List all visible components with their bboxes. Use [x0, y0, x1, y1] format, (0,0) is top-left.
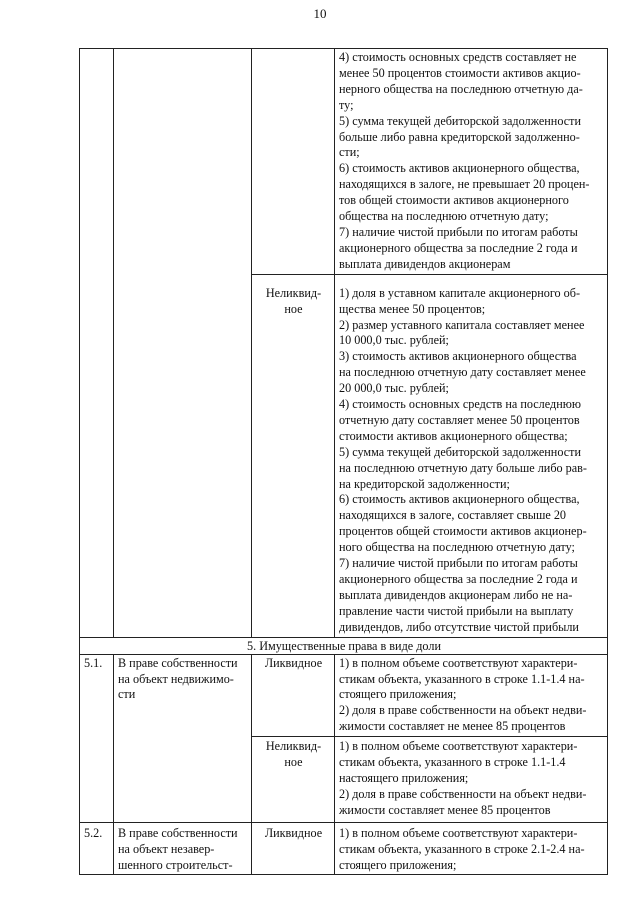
text-line: жимости составляет менее 85 процентов	[339, 802, 551, 817]
text-line: 4) стоимость основных средств составляет не	[339, 50, 577, 64]
text-line: 5) сумма текущей дебиторской задолженности	[339, 444, 581, 459]
text-line: 5) сумма текущей дебиторской задолженности	[339, 113, 581, 128]
text-line: сти;	[339, 145, 360, 160]
number-cell	[80, 49, 114, 638]
text-line: 2) доля в праве собственности на объект недви-	[339, 786, 587, 801]
text-line: 3) стоимость активов акционерного общества	[339, 349, 577, 364]
text-line: Неликвид-	[265, 285, 322, 300]
text-line: Неликвид-	[265, 739, 322, 754]
text-line: В праве собственности	[118, 655, 238, 670]
text-line: стикам объекта, указанного в строке 1.1-1.4 на-	[339, 671, 585, 686]
text-line: В праве собственности	[118, 825, 238, 840]
text-line: ту;	[339, 97, 354, 112]
object-cell	[114, 654, 252, 822]
table-row	[80, 822, 608, 875]
text-line: 2) доля в праве собственности на объект недви-	[339, 703, 587, 718]
text-line: 1) в полном объеме соответствуют характери-	[339, 655, 578, 670]
text-line: акционерного общества за последние 2 года и	[339, 572, 578, 586]
status-cell-liquid	[252, 822, 335, 875]
criteria-cell-liquid	[335, 654, 608, 737]
criteria-cell-liquid	[335, 822, 608, 875]
text-line: 20 000,0 тыс. рублей;	[339, 381, 449, 396]
text-line: на кредиторской задолженности;	[339, 476, 510, 491]
criteria-table	[79, 48, 608, 875]
text-line: находящихся в залоге, составляет свыше 20	[339, 508, 567, 523]
page-number: 10	[313, 6, 327, 21]
text-line: тов общей стоимости активов акционерного	[339, 193, 569, 208]
object-cell	[114, 49, 252, 638]
text-line: на последнюю отчетную дату больше либо рав-	[339, 460, 587, 475]
row-number: 5.1.	[80, 654, 114, 822]
criteria-cell	[335, 49, 608, 275]
text-line: 1) доля в уставном капитале акционерного об-	[339, 285, 581, 300]
text-line: нерного общества на последнюю отчетную да-	[339, 81, 583, 96]
text-line: 4) стоимость основных средств на последнюю	[339, 397, 581, 412]
text-line: на объект недвижимо-	[118, 671, 234, 686]
text-line: сти	[118, 687, 136, 702]
text-line: дивидендов, либо отсутствие чистой прибыли	[339, 619, 579, 634]
section-header-row	[80, 637, 608, 654]
status-cell-liquid	[252, 654, 335, 737]
text-line: 7) наличие чистой прибыли по итогам работы	[339, 224, 578, 239]
text-line: 1) в полном объеме соответствуют характери-	[339, 739, 578, 754]
text-line: шенного строительст-	[118, 857, 233, 872]
status-cell-illiquid	[252, 737, 335, 823]
text-line: правление части чистой прибыли на выплату	[339, 603, 574, 618]
text-line: на объект незавер-	[118, 841, 215, 856]
text-line: щества менее 50 процентов;	[339, 301, 486, 316]
text-line: больше либо равна кредиторской задолженно-	[339, 129, 580, 144]
text-line: 10 000,0 тыс. рублей;	[339, 333, 449, 348]
text-line: выплата дивидендов акционерам либо не на-	[339, 587, 573, 602]
text-line: стоящего приложения;	[339, 687, 457, 702]
text-line: Ликвидное	[264, 655, 323, 670]
status-cell-illiquid	[252, 274, 335, 637]
text-line: выплата дивидендов акционерам	[339, 256, 511, 271]
text-line: общества на последнюю отчетную дату;	[339, 209, 549, 224]
text-line: процентов общей стоимости активов акционер-	[339, 524, 587, 539]
section-title: 5. Имущественные права в виде доли	[80, 637, 608, 654]
text-line: ного общества на последнюю отчетную дату;	[339, 540, 575, 555]
text-line: 7) наличие чистой прибыли по итогам работы	[339, 556, 578, 571]
table-row	[80, 654, 608, 737]
text-line: менее 50 процентов стоимости активов акцио-	[339, 65, 581, 80]
text-line: 2) размер уставного капитала составляет менее	[339, 317, 585, 332]
text-line: на последнюю отчетную дату составляет менее	[339, 365, 586, 380]
object-cell	[114, 822, 252, 875]
status-cell	[252, 49, 335, 275]
text-line: 6) стоимость активов акционерного общества,	[339, 161, 580, 176]
text-line: ное	[284, 755, 303, 770]
text-line: стоящего приложения;	[339, 857, 457, 872]
text-line: отчетную дату составляет менее 50 процентов	[339, 412, 580, 427]
table-row	[80, 49, 608, 275]
text-line: стикам объекта, указанного в строке 2.1-2.4 на-	[339, 841, 585, 856]
criteria-cell-illiquid	[335, 737, 608, 823]
text-line: находящихся в залоге, не превышает 20 процен-	[339, 177, 590, 192]
text-line: 6) стоимость активов акционерного общества,	[339, 492, 580, 507]
text-line: жимости составляет не менее 85 процентов	[339, 719, 566, 734]
text-line: стикам объекта, указанного в строке 1.1-1.4	[339, 755, 566, 770]
criteria-cell-illiquid	[335, 274, 608, 637]
text-line: стоимости активов акционерного общества;	[339, 428, 568, 443]
text-line: Ликвидное	[264, 825, 323, 840]
text-line: 1) в полном объеме соответствуют характери-	[339, 825, 578, 840]
row-number: 5.2.	[80, 822, 114, 875]
text-line: настоящего приложения;	[339, 770, 469, 785]
text-line: акционерного общества за последние 2 года и	[339, 240, 578, 255]
text-line: ное	[284, 301, 303, 316]
